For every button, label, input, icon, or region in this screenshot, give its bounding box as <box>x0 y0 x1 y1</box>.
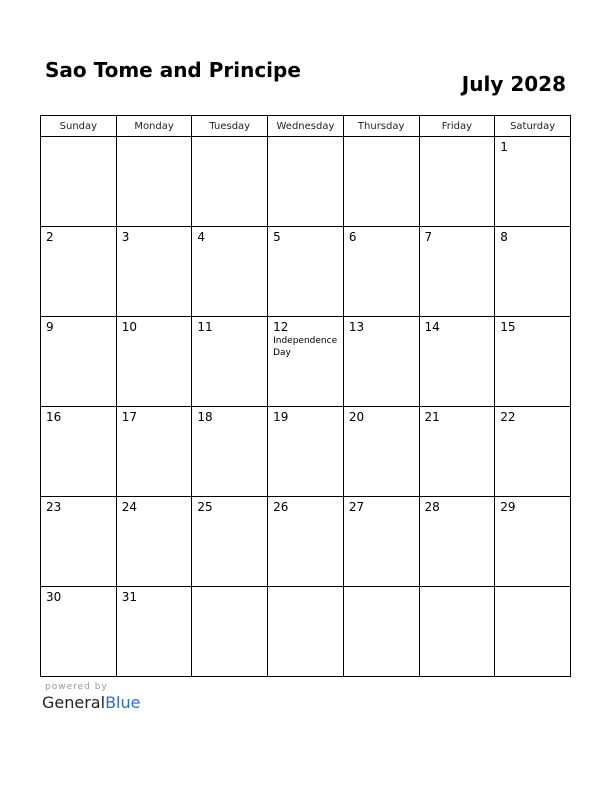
weekday-friday: Friday <box>419 116 495 137</box>
holiday-label: Independence Day <box>273 336 338 358</box>
day-cell <box>268 137 344 227</box>
day-number: 23 <box>46 500 62 514</box>
day-number: 29 <box>500 500 516 514</box>
weekday-sunday: Sunday <box>41 116 117 137</box>
day-cell <box>192 407 268 497</box>
day-cell <box>268 227 344 317</box>
day-cell <box>192 317 268 407</box>
day-cell <box>419 227 495 317</box>
week-row <box>41 137 571 227</box>
day-number: 9 <box>46 320 54 334</box>
day-cell <box>41 227 117 317</box>
day-cell <box>419 587 495 677</box>
day-cell <box>343 227 419 317</box>
day-number: 22 <box>500 410 516 424</box>
weekday-monday: Monday <box>116 116 192 137</box>
day-number: 16 <box>46 410 62 424</box>
day-number: 17 <box>121 410 137 424</box>
day-number: 27 <box>348 500 365 514</box>
day-cell <box>41 137 117 227</box>
day-cell <box>268 407 344 497</box>
day-number: 3 <box>121 230 130 244</box>
day-cell <box>495 587 571 677</box>
day-cell <box>116 227 192 317</box>
day-number: 6 <box>348 230 357 244</box>
day-cell <box>419 317 495 407</box>
powered-by-label: powered by <box>45 682 108 692</box>
day-cell <box>495 407 571 497</box>
week-row <box>41 587 571 677</box>
day-number: 1 <box>500 140 508 154</box>
weekday-header-row <box>41 116 571 137</box>
week-row <box>41 497 571 587</box>
day-number: 20 <box>348 410 365 424</box>
day-cell <box>41 587 117 677</box>
day-cell <box>268 497 344 587</box>
day-cell <box>343 587 419 677</box>
day-cell <box>41 317 117 407</box>
day-number: 12 <box>273 320 289 334</box>
day-number: 7 <box>424 230 433 244</box>
day-cell <box>495 137 571 227</box>
day-number: 15 <box>500 320 516 334</box>
weekday-wednesday: Wednesday <box>268 116 344 137</box>
day-cell <box>495 227 571 317</box>
day-cell <box>41 497 117 587</box>
month-title: July 2028 <box>461 72 566 96</box>
day-cell <box>419 407 495 497</box>
day-cell <box>192 497 268 587</box>
weekday-thursday: Thursday <box>343 116 419 137</box>
day-number: 24 <box>121 500 137 514</box>
brand-general: General <box>42 693 106 712</box>
day-cell <box>192 227 268 317</box>
day-number: 8 <box>500 230 508 244</box>
brand-blue: Blue <box>105 693 141 712</box>
week-row <box>41 407 571 497</box>
brand-logo <box>42 693 140 712</box>
day-number: 30 <box>46 590 62 604</box>
day-cell <box>116 497 192 587</box>
day-cell <box>41 407 117 497</box>
day-number: 26 <box>273 500 289 514</box>
day-number: 2 <box>46 230 54 244</box>
day-number: 28 <box>424 500 440 514</box>
day-cell <box>192 137 268 227</box>
day-cell <box>419 137 495 227</box>
country-title: Sao Tome and Principe <box>45 58 301 82</box>
day-cell <box>268 317 344 407</box>
day-cell <box>268 587 344 677</box>
day-number: 18 <box>197 410 213 424</box>
day-cell <box>343 497 419 587</box>
day-number: 19 <box>273 410 289 424</box>
week-row <box>41 227 571 317</box>
day-number: 13 <box>348 320 365 334</box>
day-cell <box>343 317 419 407</box>
day-cell <box>116 137 192 227</box>
day-number: 10 <box>121 320 137 334</box>
week-row <box>41 317 571 407</box>
day-number: 5 <box>273 230 281 244</box>
day-cell <box>495 317 571 407</box>
day-cell <box>192 587 268 677</box>
day-cell <box>419 497 495 587</box>
day-number: 21 <box>424 410 440 424</box>
day-cell <box>116 317 192 407</box>
day-cell <box>495 497 571 587</box>
day-cell <box>343 137 419 227</box>
day-cell <box>116 407 192 497</box>
weekday-tuesday: Tuesday <box>192 116 268 137</box>
day-number: 11 <box>197 320 213 334</box>
day-number: 14 <box>424 320 440 334</box>
day-number: 4 <box>197 230 206 244</box>
day-cell <box>343 407 419 497</box>
calendar-grid <box>40 115 571 677</box>
day-number: 31 <box>121 590 137 604</box>
day-cell <box>116 587 192 677</box>
weekday-saturday: Saturday <box>495 116 571 137</box>
day-number: 25 <box>197 500 213 514</box>
